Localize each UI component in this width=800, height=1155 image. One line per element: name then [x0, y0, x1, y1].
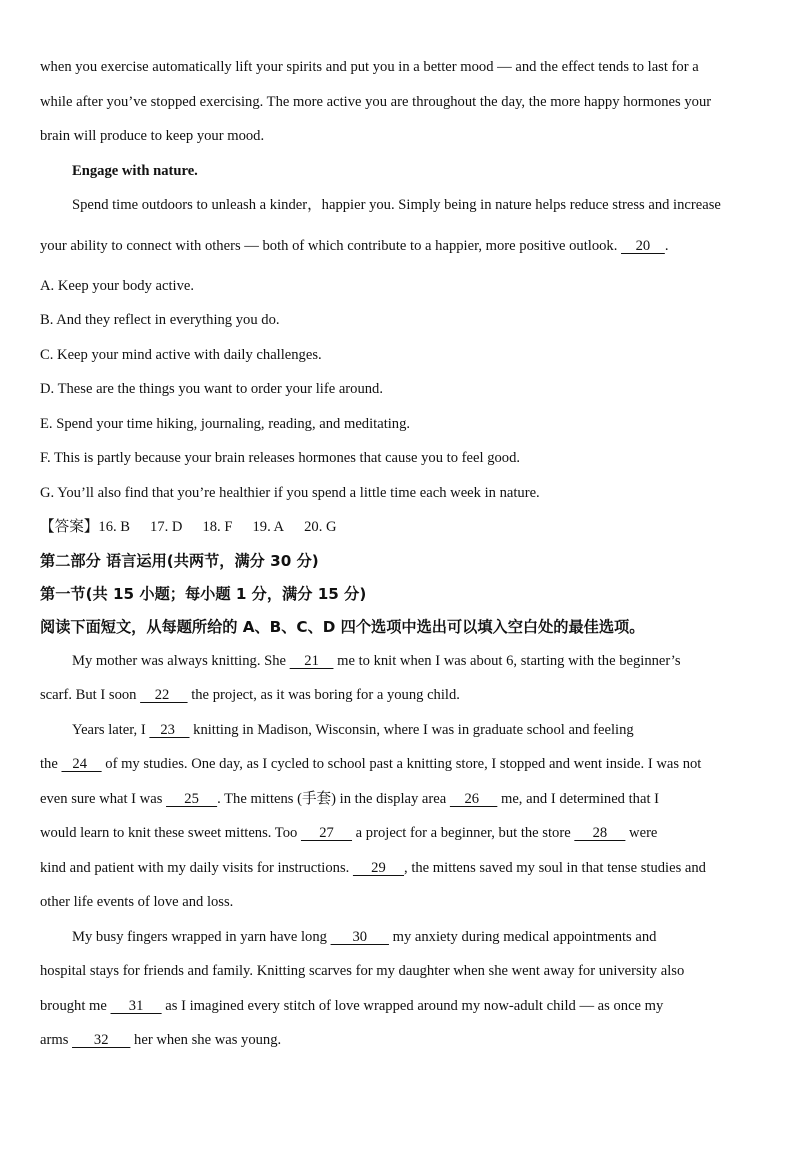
cloze-text: arms [40, 1032, 73, 1048]
blank-24: 24 [61, 756, 102, 772]
cloze-text: me to knit when I was about 6, starting with the beginner’s [333, 652, 681, 669]
part-title: 第二部分 语言运用(共两节，满分 30 分) [40, 551, 319, 570]
cloze-text: as I imagined every stitch of love wrapped around my now-adult child — as once my [161, 997, 664, 1014]
cloze-text: scarf. But I soon [40, 687, 141, 703]
cloze-text: would learn to knit these sweet mittens. Too [40, 825, 301, 841]
cloze-line [40, 989, 764, 1024]
cloze-text: even sure what I was [40, 790, 167, 807]
option-d: D. These are the things you want to order your life around. [40, 381, 383, 397]
cloze-text: kind and patient with my daily visits for instructions. [40, 859, 353, 876]
passage-line [40, 223, 764, 269]
option-e: E. Spend your time hiking, journaling, reading, and meditating. [40, 415, 411, 432]
section-heading: Engage with nature. [72, 162, 198, 179]
blank-21: 21 [289, 652, 334, 669]
blank-30: 30 [330, 928, 389, 945]
document-page [40, 50, 764, 1058]
passage-line: brain will produce to keep your mood. [40, 128, 265, 144]
cloze-text: Years later, I [72, 721, 150, 738]
blank-28: 28 [574, 825, 626, 841]
answer-item: 20. G [304, 519, 337, 535]
cloze-text: . The mittens (手套) in the display area [217, 790, 450, 807]
answer-item: 19. A [252, 519, 285, 535]
option-f: F. This is partly because your brain releases hormones that cause you to feel good. [40, 450, 521, 466]
blank-25: 25 [166, 790, 218, 807]
cloze-line [40, 1023, 764, 1058]
subsection-title: 第一节(共 15 小题；每小题 1 分，满分 15 分) [40, 584, 367, 603]
cloze-text: the [40, 756, 62, 772]
cloze-text: the project, as it was boring for a young child. [187, 687, 460, 703]
cloze-line [40, 885, 764, 920]
cloze-line [40, 851, 764, 886]
cloze-text: were [625, 825, 658, 841]
cloze-text: her when she was young. [130, 1032, 282, 1048]
passage-line: while after you’ve stopped exercising. The more active you are throughout the day, the more happy hormones your [40, 93, 712, 110]
answer-item: 16. B [98, 519, 131, 535]
passage-line: Spend time outdoors to unleash a kinder，happier you. Simply being in nature helps reduce stress and increase [72, 197, 721, 213]
answer-key [40, 510, 764, 545]
cloze-line [40, 954, 764, 989]
cloze-text: , the mittens saved my soul in that tense studies and [404, 859, 706, 876]
cloze-text: me, and I determined that I [497, 790, 660, 807]
cloze-line [40, 644, 764, 679]
option-b: B. And they reflect in everything you do. [40, 312, 280, 328]
blank-27: 27 [300, 825, 353, 841]
instruction: 阅读下面短文，从每题所给的 A、B、C、D 四个选项中选出可以填入空白处的最佳选项。 [40, 617, 645, 636]
answer-item: 18. F [202, 519, 233, 535]
blank-23: 23 [149, 721, 190, 738]
passage-text: your ability to connect with others — both of which contribute to a happier, more positive outlook. [40, 237, 622, 254]
cloze-text: a project for a beginner, but the store [352, 825, 575, 841]
passage-text: . [664, 237, 669, 254]
answer-item: 17. D [150, 519, 183, 535]
blank-20: 20 [621, 237, 665, 254]
blank-29: 29 [352, 859, 405, 876]
cloze-line [40, 816, 764, 851]
cloze-line [40, 747, 764, 782]
cloze-text: of my studies. One day, as I cycled to school past a knitting store, I stopped and went inside. I was not [101, 756, 702, 772]
blank-26: 26 [449, 790, 498, 807]
option-c: C. Keep your mind active with daily challenges. [40, 346, 322, 363]
answer-label: 【答案】 [40, 519, 99, 535]
blank-22: 22 [140, 687, 188, 703]
cloze-text: brought me [40, 997, 111, 1014]
cloze-text: knitting in Madison, Wisconsin, where I was in graduate school and feeling [189, 721, 634, 738]
blank-32: 32 [72, 1032, 131, 1048]
cloze-text: hospital stays for friends and family. Knitting scarves for my daughter when she went away for university also [40, 963, 685, 979]
cloze-text: My mother was always knitting. She [72, 652, 290, 669]
cloze-line [40, 713, 764, 748]
cloze-line [40, 920, 764, 955]
cloze-line [40, 678, 764, 713]
passage-line: when you exercise automatically lift your spirits and put you in a better mood — and the effect tends to last for a [40, 59, 699, 75]
cloze-text: My busy fingers wrapped in yarn have long [72, 928, 331, 945]
option-g: G. You’ll also find that you’re healthier if you spend a little time each week in nature. [40, 484, 540, 501]
cloze-text: my anxiety during medical appointments and [388, 928, 657, 945]
cloze-text: other life events of love and loss. [40, 894, 234, 910]
blank-31: 31 [110, 997, 162, 1014]
option-a: A. Keep your body active. [40, 277, 194, 294]
cloze-line [40, 782, 764, 817]
